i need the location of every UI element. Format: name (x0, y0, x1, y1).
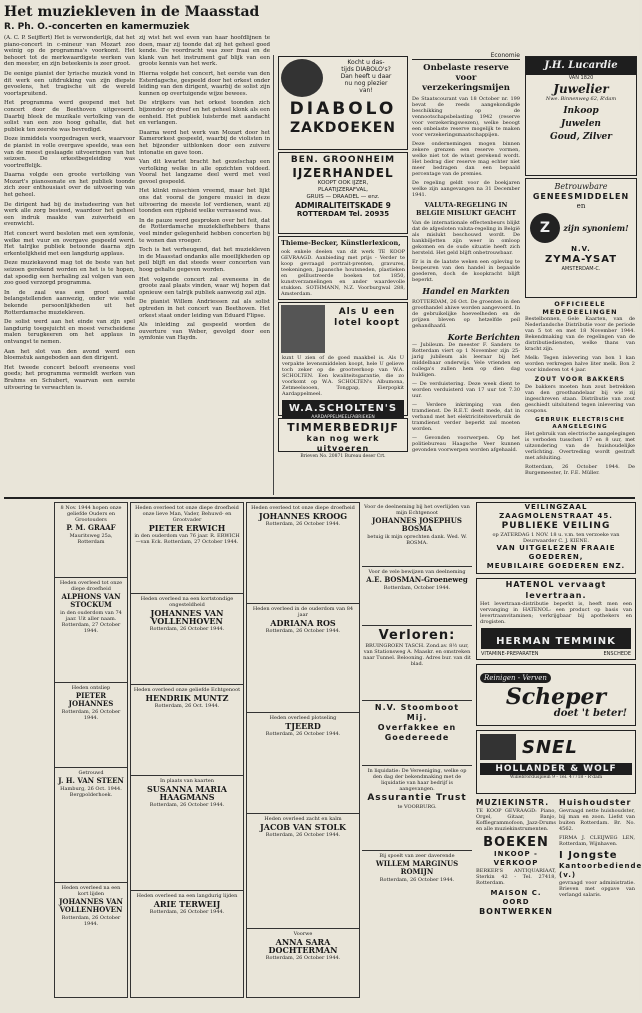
muziek-title: MUZIEKINSTR. (476, 798, 550, 807)
hatenol-title: HATENOL vervaagt levertraan. (505, 580, 607, 600)
notice-text: Heden overleed na een langdurig lijden (136, 893, 238, 899)
notice-name: A.E. BOSMAN-Groeneweg (366, 575, 468, 584)
bont-title: BONTWERKEN (479, 907, 553, 916)
veiling-h1: VAN UITGELEZEN FRAAIE GOEDEREN, (496, 544, 616, 561)
groonheim-ad (278, 152, 408, 234)
hatenol-city: ENSCHEDE (603, 651, 631, 657)
notice-name: JOHANNES VAN VOLLENHOVEN (59, 897, 123, 914)
official-title: OFFICIEELE MEDEDEELINGEN (542, 300, 618, 316)
notice-text: Heden overleed plotseling (269, 715, 337, 721)
verloren-title: Verloren: (378, 628, 456, 643)
family-notices-col2 (246, 502, 360, 998)
handel-heading: Handel en Markten (422, 286, 510, 296)
hatenol-sub: HERMAN TEMMINK (496, 636, 616, 647)
notice-6: Heden overleed na een kortstondige ongesteldheid JOHANNES VAN VOLLENHOVEN Rotterdam, 26 October 1944. (131, 594, 243, 685)
timmer-line1: TIMMERBEDRIJF (287, 421, 399, 434)
notice-3: Getrouwd J. H. VAN STEEN Hamburg, 26 Oct. 1944. Bergpolderhoek. (55, 768, 127, 883)
groonheim-title: IJZERHANDEL (292, 166, 394, 180)
veiling-ad: VEILINGZAAL ZAAGMOLENSTRAAT 45. PUBLIEKE VEILING op ZATERDAG 1 NOV. 18 u. v.m. ten verzoeke van Deurwaarder C. J. KIENE. VAN UITGELEZEN FRAAIE GOEDEREN, MEUBILAIRE GOEDEREN ENZ. (476, 502, 636, 574)
valuta-heading: VALUTA-REGELING IN BELGIE MISLUKT GEACHT (415, 201, 517, 217)
notice-1: Heden overleed tot onze diepe droefheid ALPHONS VAN STOCKUM in den ouderdom van 74 jaar. Uit aller naam. Rotterdam, 27 October 1944. (55, 578, 127, 683)
article-col-left: (A. C. P. Seijffert) Het is verwonderlijk, dat het piano-concert in c-mineur van Mozart zoo weinig op de programma's voorkomt. Het behoort tot de merkwaardigste werken van den meester, en zijn beteekenis is zeer groot. De eenige pianist der lyrische muziek vond in dit werk een uitdrukking van zijn diepste gevoelens, het tragische uit de wereld voortspruitend. Het programma werd geopend met het concert door de Beethoven uitgevoerd. Daarbij bleek de muzikale vertolking van de solist van een zoo hoog gehalte, dat het publiek ten zeerste was bevredigd. Doze inmiddels voorgedragen werk, waarvoor de pianist in volle overgave speelde, was een van de meest geslaagde uitvoeringen van het seizoen. De orkestbegeleiding was voortreffelijk. Daarna volgde een groote vertolking van Mozart's pianosonate en het publiek toonde zich zeer enthousiast over de uitvoering van het geheel. De dirigent had bij de instudeering van het werk alle zorg besteed, waardoor het geheel een indruk maakte van zuiverheid en evenwicht. Het concert werd besloten met een symfonie, welke met vuur en overgave gespeeld werd. Het talrijke publiek betoonde daarna zijn erkentelijkheid met een langdurig applaus. Deze muziekavond mag tot de beste van het seizoen gerekend worden en het is te hopen, dat spoedig een herhaling zal volgen van een zoo goed verzorgd programma. In de zaal was een groot aantal belangstellenden aanwezig, onder wie vele bekende persoonlijkheden uit het Rotterdamsche muziekleven. De solist werd aan het einde van zijn spel langdurig toegejuicht en moest verscheidene malen terugkeeren om het applaus in ontvangst te nemen. Aan het slot van den avond werd een bloemstuk aangeboden aan den dirigent. Het tweede concert belooft eveneens veel goeds; het programma vermeldt werken van Brahms en Schubert, waarvan een eerste uitvoering te verwachten is. (4, 35, 135, 391)
groonheim-name: BEN. GROONHEIM (290, 155, 396, 165)
notice-text: Voorwe (293, 931, 313, 937)
notice-text: Voor de deelneming bij het overlijden van mijn Echtgenoot (364, 504, 470, 516)
groonheim-line3: GRUIS — DRAADEL — enz. (306, 194, 380, 200)
diabolo-line4: nu nog plezier (344, 80, 388, 87)
hatenol-ad: HATENOL vervaagt levertraan. Het levertraan-distributie beperkt is, heeft men een vervanging in HATENOL: een product op basis van levertraanvitaminen; verkrijgbaar bij apothekers en drogisten. HERMAN TEMMINK VITAMINE-PREPARATEN ENSCHEDE (476, 578, 636, 660)
notice-text: Heden overleed onze geliefde Echtgenoot (133, 687, 241, 693)
scheper-brand: Scheper (505, 684, 607, 710)
timmer-line2: kan nog werk uitvoeren (306, 434, 380, 453)
notice-verloren: Verloren: BRUINGROEN TASCH. Zond.av. 8½ uur, van Stationsweg A. Maaskr. en omstreken naar Tunnel. Belooning. Adres bur. van dit blad. (362, 626, 472, 701)
notice-text: In plaats van kaarten (160, 778, 214, 784)
boeken-sub: INKOOP - VERKOOP (493, 850, 539, 867)
notice-text: Getrouwd (78, 770, 104, 776)
nv-sub: Overfakkee en (377, 723, 457, 732)
scholten-brand: W.A.SCHOLTEN'S (288, 403, 398, 414)
truck-icon (480, 734, 516, 760)
lucardie-l3: Goud, Zilver (550, 132, 612, 142)
diabolo-brand: DIABOLO (289, 99, 397, 119)
notice-4: Heden overleed na een kort lijden JOHANNES VAN VOLLENHOVEN Rotterdam, 26 October 1944. (55, 883, 127, 1007)
lucardie-addr: Nwe. Binnenweg 62, R'dam (545, 96, 617, 102)
zyma-brand2: ZYMA-YSAT (544, 254, 618, 265)
scheper-slogan: doet 't beter! (553, 708, 627, 719)
notice-text: Heden overleed in de ouderdom van 84 jaar (252, 606, 354, 618)
notice-9: Heden overleed na een langdurig lijden ARIE TERWEIJ Rotterdam, 26 October 1944. (131, 891, 243, 995)
notice-name: ADRIANA ROS (270, 618, 336, 628)
notice-name: ANNA SARA DOCHTERMAN (268, 937, 338, 955)
notice-text: Heden overleed na een kortstondige ongesteldheid (140, 596, 234, 608)
notice-name: ALPHONS VAN STOCKUM (61, 592, 121, 609)
official-heading2: GEBRUIK ELECTRISCHE AANGELEGING (535, 417, 625, 430)
notice-name: TJEERD (285, 721, 321, 731)
small-ads (476, 798, 642, 917)
economie-title: Onbelaste reserve voor verzekeringsmijen (422, 63, 510, 93)
thieme-ad: Thieme-Becker, Künstlerlexicon, ook enkele deelen van dit werk TE KOOP GEVRAAGD. Aanbieding met prijs - Verder te koop gevraagd portrait-prenten, gravures, teekeningen, Japansche houtsneden, plastieken en gelllustreerde boeken tot 1850, kunstverzamelingen en ander waardevolle stukken. SOTHMANN, N.Z. Voorburgwal 288, Amsterdam. (278, 236, 408, 300)
groonheim-line2: PLAATIJZERAFVAL, (317, 187, 369, 193)
notice-12: Heden overleed plotseling TJEERD Rotterdam, 26 October 1944. (247, 713, 359, 814)
small-ads-right: Huishoudster Gevraagd nette huishoudster, bij man en zoon. Liefst van buiten Rotterdam. Br. No. 4562. FIRMA J. CLEIJWEG LEN, Rotterdam, Wijnhaven. I Jongste Kantoorbediende (v.) gevraagd voor administratie. Brieven met opgave van verlangd salaris. (559, 798, 642, 898)
zyma-l4: zijn synoniem! (563, 223, 629, 233)
diabolo-ad (278, 56, 408, 150)
snel-brand: SNEL (522, 736, 578, 758)
notice-text: Voor de vele bewijzen van deelneming (368, 569, 466, 575)
notice-text: Heden overleed tot onze diepe droefheid onze lieve Man, Vader, Behuwd- en Grootvader (135, 505, 239, 523)
thieme-name: Thieme-Becker, Künstlerlexicon, (281, 239, 401, 247)
notice-15: Voor de deelneming bij het overlijden van mijn Echtgenoot JOHANNES JOSEPHUS BOSMA betuig ik mijn oprechten dank. Wed. W. BOSMA. (362, 502, 472, 567)
notice-13: Heden overleed zacht en kalm JACOB VAN STOLK Rotterdam, 26 October 1944. (247, 814, 359, 929)
notice-17: Bij spoelt van zeer daverende WILLEM MARGINUS ROMIJN Rotterdam, 26 October 1944. (362, 851, 472, 965)
notice-2: Heden ontsliep PIETER JOHANNES Rotterdam, 26 October 1944. (55, 683, 127, 768)
official-column: OFFICIEELE MEDEDEELINGEN Bestelbonnen, Gele Kaarten, van de Nederlandsche Distributie voor de periode van 5 tot en met 18 November 1944. Bekendmaking van de regelingen van de distributiediensten, welke thans van kracht zijn. Melk: Tegen inlevering van bon 1 kan worden verkregen halve liter melk. Bon 2 voor kinderen tot 4 jaar. ZOUT VOOR BAKKERS De bakkers moeten hun zout betrekken van den groothandelaar bij wie zij ingeschreven staan. Distributie van zout geschiedt uitsluitend tegen inlevering van coupons. GEBRUIK ELECTRISCHE AANGELEGING Het gebruik van electrische aangelegingen is verboden tusschen 17 en 8 uur, met uitzondering van de huishoudelijke verlichting. Overtreding wordt gestraft met afsluiting. Rotterdam, 26 October 1944. De Burgemeester, Ir. F.E. Müller. (525, 300, 635, 476)
notice-10: Heden overleed tot onze diepe droefheid JOHANNES KROOG Rotterdam, 26 October 1944. (247, 503, 359, 604)
article-subtitle: R. Ph. O.-concerten en kamermuziek (4, 22, 190, 32)
diabolo-tagline (325, 57, 407, 99)
notice-text: Bij spoelt van zeer daverende (379, 853, 455, 859)
notice-name: HENDRIK MUNTZ (145, 693, 229, 703)
scheper-ad (476, 664, 636, 726)
notice-text: Heden overleed tot onze diepe droefheid (251, 505, 355, 511)
notice-7: Heden overleed onze geliefde Echtgenoot HENDRIK MUNTZ Rotterdam, 26 Oct. 1944. (131, 685, 243, 776)
notice-assurantie: In liquidatie: De Vereeniging, welke op den dag der bekendmaking met de liquidatie van haar bedrijf is aangevangen. Assurantie Trust te VOORBURG. (362, 766, 472, 851)
groonheim-address: ADMIRALITEITSKADE 9 (295, 201, 391, 210)
section-divider (4, 497, 635, 499)
lucardie-type: Juwelier (553, 82, 609, 96)
lucardie-since: VAN 1820 (568, 75, 594, 81)
notice-5: Heden overleed tot onze diepe droefheid onze lieve Man, Vader, Behuwd- en Grootvader PIETER ERWICH in den ouderdom van 76 jaar. R. ERWICH—van Eck. Rotterdam, 27 October 1944. (131, 503, 243, 594)
notice-text: 8 Nov. 1944 hopen onze geliefde Ouders en Grootouders (60, 505, 122, 523)
economie-column: Economie Onbelaste reserve voor verzekeringsmijen De Staatscourant van 18 October nr. 199 bevat de reeds aangekondigde beschikking op de vennootschapsbelasting 1942 (reserve voor verzekeringswezen), welke beoogt een onbelaste reserve mogelijk te maken voor verzekeringsmaatschappijen. Deze ondernemingen mogen binnen zekere grenzen een reserve vormen, welke niet tot de winst gerekend wordt. Het bedrag dier reserve mag echter niet meer bedragen dan een bepaald percentage van de premies. De regeling geldt voor de boekjaren welke zijn aangevangen na 31 December 1941. VALUTA-REGELING IN BELGIE MISLUKT GEACHT Van de internationale effectenbeurs blijkt dat de afgesloten valuta-regeling in België als mislukt beschouwd wordt. De bankbiljetten zijn weer in omloop gekomen en de oude situatie heeft zich hersteld. Het geld blijft onbetrouwbaar. Er is in de laatste weken een opleving te bespeuren van den handel in bepaalde goederen, doch de koopkracht blijft beperkt. Handel en Markten ROTTERDAM, 26 Oct. De groenten in den groothandel ahiwe worden aangevoerd. In de gebruikelijke hoeveelheden en de prijzen bleven op hetzelfde peil gehandhaafd. Korte Berichten — Jubileum. De meester F. Sanders te Rotterdam viert op 1 November zijn 25-jarig jubileum als leeraar bij het middelbaar onderwijs. Vele vrienden en collega's zullen hem op dien dag huldigen. — De verduistering. Deze week dient te worden verduisterd van 17 uur tot 7.30 uur. — Verdere inkrimping van den tramdienst. De R.E.T. deelt mede, dat in verband met het elektriciteitsverbruik de tramdienst verder beperkt zal moeten worden. — Gevonden voorwerpen. Op het politiebureau Haagsche Veer kunnen gevonden voorwerpen worden afgehaald. (412, 52, 520, 453)
zyma-brand: N.V. (571, 245, 591, 253)
scholten-ad: Als U een lotel koopt kunt U zien of de goed maakbel is. Als U verpakte levensmiddelen koopt, hele U gelieve toch zeker op de grootverkoop van W.A. SCHOLTEN. Een kwaliteitsgarantie, die zo voorkomt op W.A. SCHOLTEN's Albumona, Zetmeelsooen, Tongpap, Eierpopkit Aardappelmeel. W.A.SCHOLTEN'S (278, 302, 408, 416)
notice-14: Voorwe ANNA SARA DOCHTERMAN Rotterdam, 26 October 1944. (247, 929, 359, 1013)
maison-title: MAISON C. OORD (490, 889, 542, 906)
official-heading: ZOUT VOOR BAKKERS (534, 376, 626, 383)
diabolo-line5: van! (359, 87, 373, 94)
notice-0: 8 Nov. 1944 hopen onze geliefde Ouders en Grootouders P. M. GRAAF Mauritsweg 25a, Rotterdam (55, 503, 127, 578)
zyma-logo-icon: Z (530, 213, 560, 243)
korte-heading: Korte Berichten (447, 332, 520, 342)
notice-8: In plaats van kaarten SUSANNA MARIA HAAGMANS Rotterdam, 26 October 1944. (131, 776, 243, 891)
notice-name: P. M. GRAAF (66, 523, 116, 532)
huishoud-title: Huishoudster (559, 798, 632, 807)
music-article (4, 4, 270, 492)
zyma-l2: GENEESMIDDELEN (532, 192, 630, 201)
diabolo-line1: Kocht u das- (347, 59, 385, 66)
column-divider (273, 55, 274, 495)
lucardie-ad (525, 56, 637, 176)
timmerbedrijf-ad: TIMMERBEDRIJF kan nog werk uitvoeren Brieven No. 20871 Bureau deser Crt. (278, 418, 408, 452)
zyma-city: AMSTERDAM-C. (561, 266, 601, 272)
family-notices-col1 (130, 502, 244, 998)
zyma-ad (525, 178, 637, 298)
diabolo-line3: Dan heeft u daar (340, 73, 392, 80)
snel-ad: SNEL HOLLANDER & WOLF Willebrordusplein 9 - Tel. 47718 - R'dam (476, 730, 636, 794)
family-notices-col0 (54, 502, 128, 998)
economie-label: Economie (412, 52, 520, 60)
groonheim-city: ROTTERDAM (296, 210, 347, 218)
veiling-sub: PUBLIEKE VEILING (501, 521, 611, 531)
diabolo-figure-icon (281, 59, 323, 97)
notice-name: JACOB VAN STOLK (259, 822, 347, 832)
lucardie-l2: Juwelen (561, 119, 601, 129)
lucardie-name: J.H. Lucardie (544, 60, 618, 71)
veiling-title: VEILINGZAAL ZAAGMOLENSTRAAT 45. (499, 503, 613, 520)
notice-text: Heden overleed tot onze diepe droefheid (59, 580, 123, 592)
jongste-title: I Jongste (559, 850, 618, 861)
family-notices-col3 (362, 502, 472, 996)
zyma-l1: Betrouwbare (554, 182, 608, 191)
notice-name: J. H. VAN STEEN (58, 776, 124, 785)
notice-name: JOHANNES JOSEPHUS BOSMA (372, 516, 462, 533)
notice-name: JOHANNES VAN VOLLENHOVEN (150, 608, 224, 626)
assurantie-title: Assurantie Trust (367, 793, 467, 803)
nv-stoomboot-ad (362, 701, 472, 766)
notice-name: SUSANNA MARIA HAAGMANS (146, 784, 227, 802)
notice-name: JOHANNES KROOG (258, 511, 348, 521)
notice-name: WILLEM MARGINUS ROMIJN (375, 859, 459, 876)
lucardie-l1: Inkoop (563, 106, 599, 116)
notice-text: Heden overleed na een kort lijden (61, 885, 121, 897)
classifieds-column (476, 502, 642, 996)
scholten-headline: Als U een lotel koopt (334, 307, 400, 328)
notice-name: PIETER JOHANNES (68, 691, 114, 708)
nv-title: N.V. Stoomboot Mij. (374, 703, 460, 722)
scheper-l1: Reinigen - Verven (480, 673, 551, 683)
hatenol-sub2: VITAMINE-PREPARATEN (481, 651, 539, 657)
groonheim-line1: KOOPT OOK IJZER, (317, 180, 369, 186)
notice-16: Voor de vele bewijzen van deelneming A.E. BOSMAN-Groeneweg Rotterdam, October 1944. (362, 567, 472, 626)
nv-sub2: Goedereede (384, 733, 450, 742)
diabolo-line2: tijds DIABOLO's? (341, 66, 391, 73)
notice-name: ARIE TERWEIJ (153, 899, 221, 909)
notice-11: Heden overleed in de ouderdom van 84 jaar ADRIANA ROS Rotterdam, 26 October 1944. (247, 604, 359, 713)
snel-company: HOLLANDER & WOLF (480, 763, 632, 775)
article-title: Het muziekleven in de Maasstad (4, 4, 260, 20)
veiling-h2: MEUBILAIRE GOEDEREN ENZ. (486, 562, 626, 570)
zyma-l3: en (576, 202, 586, 210)
small-ads-left: MUZIEKINSTR. TE KOOP GEVRAAGD: Piano, Orgel, Gitaar, Banjo, Koffiegrammofoon, Jazz-Drums en alle muziekinstrumenten. BOEKEN INKOOP - VERKOOP BERKER'S ANTIQUARIAAT, Sterkin 42 - Tel. 27418, Rotterdam. MAISON C. OORD BONTWERKEN (476, 798, 556, 916)
notice-name: PIETER ERWICH (148, 523, 226, 533)
groonheim-tel: Tel. 20935 (348, 210, 390, 218)
article-col-right: zij wist het wel even van haar hoofdlijnen te doen, maar zij toonde dat zij het geheel goed kende. De voordracht was zeer fraai en de klank van het instrument gaf blijk van een groote kennis van het werk. Hierna volgde het concert, het eerste van den Esterdagsche, gespeeld door het orkest onder leiding van den dirigent, waarbij de solist zijn kunnen op overtuigende wijze bewees. De strijkers van het orkest toonden zich bijzonder op dreef en het geheel klonk als een eenheid. Het publiek luisterde met aandacht en verlangen. Daarna werd het werk van Mozart door het Kamerorkest gespeeld, waarbij de violisten in het bijzonder uitblonken door een zuivere intonatie en gave toon. Van dit kwartet bracht het gezelschap een vertolking welke in alle opzichten voldeed. Vooral het langzame deel werd met veel gevoel gespeeld. Het klinkt misschien vreemd, maar het lijkt ons dat vooral de jongere musici in deze uitvoering de meeste lof verdienen, want zij toonden een rijpheid welke verrassend was. In de pauze werd gesproken over het feit, dat de Rotterdamsche muziekliefhebbers thans veel minder gelegenheid hebben concerten bij te wonen dan vroeger. Toch is het verheugend, dat het muziekleven in de Maasstad ondanks alle moeilijkheden op peil blijft en dat steeds weer concerten van hoog gehalte gegeven worden. Het volgende concert zal eveneens in de groote zaal plaats vinden, waar wij hopen dat opnieuw een talrijk publiek aanwezig zal zijn. De pianist Willem Andriessen zal als solist optreden in het concert van Beethoven. Het orkest staat onder leiding van Eduard Flipse. Als inleiding zal gespeeld worden de ouverture van Weber, gevolgd door een symfonie van Haydn. (139, 35, 270, 342)
diabolo-product: ZAKDOEKEN (289, 120, 397, 136)
scholten-house-icon (281, 305, 325, 353)
notice-text: Heden ontsliep (71, 685, 111, 691)
boeken-title: BOEKEN (483, 835, 549, 850)
notice-text: Heden overleed zacht en kalm (264, 816, 342, 822)
article-body (4, 35, 270, 394)
kantoor-title: Kantoorbediende (v.) (559, 862, 642, 879)
